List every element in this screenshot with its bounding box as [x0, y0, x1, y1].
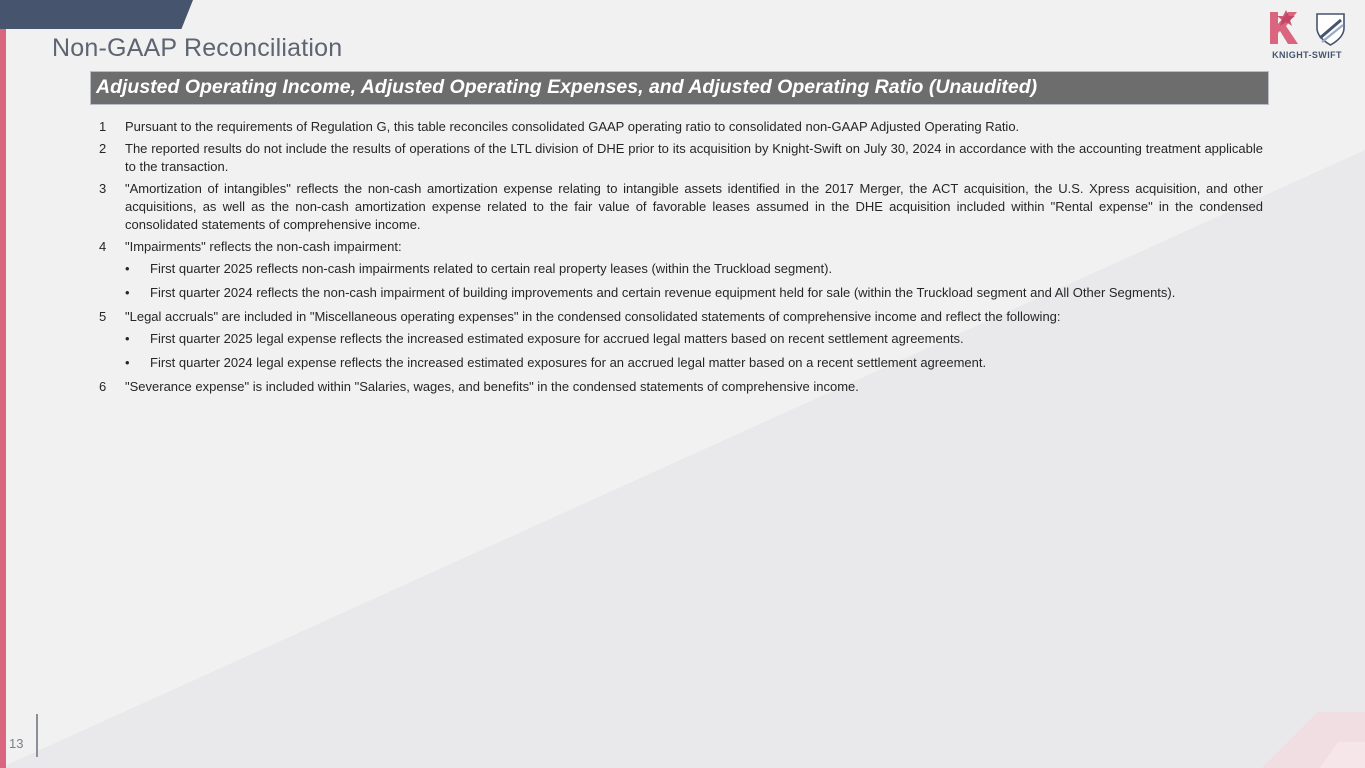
bullet-icon: • [125, 285, 130, 300]
footnote-number: 6 [99, 379, 107, 394]
footnote-6 [99, 378, 1263, 396]
logo-wordmark: KNIGHT-SWIFT [1272, 50, 1342, 60]
bullet-text: First quarter 2024 legal expense reflects the increased estimated exposures for an accrued legal matter based on a recent settlement agreement. [150, 355, 987, 370]
bullet-icon: • [125, 331, 130, 346]
footnote-number: 3 [99, 181, 107, 196]
footnote-number: 2 [99, 141, 107, 156]
footnote-4 [99, 238, 1263, 256]
footnote-number: 5 [99, 309, 107, 324]
footnote-5 [99, 308, 1263, 326]
page-title: Non-GAAP Reconciliation [52, 34, 343, 62]
left-accent-bar [0, 29, 6, 768]
footnote-2 [99, 140, 1263, 176]
page-number: 13 [9, 736, 24, 751]
footnote-text: The reported results do not include the results of operations of the LTL division of DHE prior to its acquisition by Knight-Swift on July 30, 2024 in accordance with the accounting treatment applicable to the transaction. [125, 141, 1263, 174]
footnote-3 [99, 180, 1263, 234]
footnote-text: "Amortization of intangibles" reflects the non-cash amortization expense relating to intangible assets identified in the 2017 Merger, the ACT acquisition, the U.S. Xpress acquisition, and other acquisitions, as well as the non-cash amortization expense related to the fair value of favorable leases assumed in the DHE acquisition included within "Rental expense" in the condensed consolidated statements of comprehensive income. [125, 181, 1263, 232]
footnotes-list [99, 118, 1263, 400]
footnote-1 [99, 118, 1263, 136]
footnote-bullet-item [99, 330, 1263, 348]
footnote-number: 4 [99, 239, 107, 254]
bullet-text: First quarter 2025 reflects non-cash impairments related to certain real property leases (within the Truckload segment). [150, 261, 833, 276]
section-header-title: Adjusted Operating Income, Adjusted Operating Expenses, and Adjusted Operating Ratio (Unaudited) [96, 76, 1038, 98]
footnote-bullet-item [99, 284, 1263, 302]
bullet-icon: • [125, 261, 130, 276]
section-header [90, 71, 1269, 105]
bullet-text: First quarter 2024 reflects the non-cash impairment of building improvements and certain revenue equipment held for sale (within the Truckload segment and All Other Segments). [150, 285, 1176, 300]
bullet-icon: • [125, 355, 130, 370]
footnote-bullet-item [99, 354, 1263, 372]
footnote-text: Pursuant to the requirements of Regulation G, this table reconciles consolidated GAAP operating ratio to consolidated non-GAAP Adjusted Operating Ratio. [125, 119, 1020, 134]
top-accent-tab [0, 0, 193, 29]
footnote-text: "Legal accruals" are included in "Miscellaneous operating expenses" in the condensed consolidated statements of comprehensive income and reflect the following: [125, 309, 1061, 324]
company-logo [1262, 8, 1352, 62]
page-number-divider [36, 714, 38, 757]
footnote-number: 1 [99, 119, 107, 134]
bullet-text: First quarter 2025 legal expense reflects the increased estimated exposure for accrued legal matters based on recent settlement agreements. [150, 331, 964, 346]
footnote-bullet-item [99, 260, 1263, 278]
footnote-text: "Severance expense" is included within "Salaries, wages, and benefits" in the condensed statements of comprehensive income. [125, 379, 859, 394]
knight-swift-logo-icon [1262, 8, 1352, 48]
footnote-text: "Impairments" reflects the non-cash impairment: [125, 239, 402, 254]
